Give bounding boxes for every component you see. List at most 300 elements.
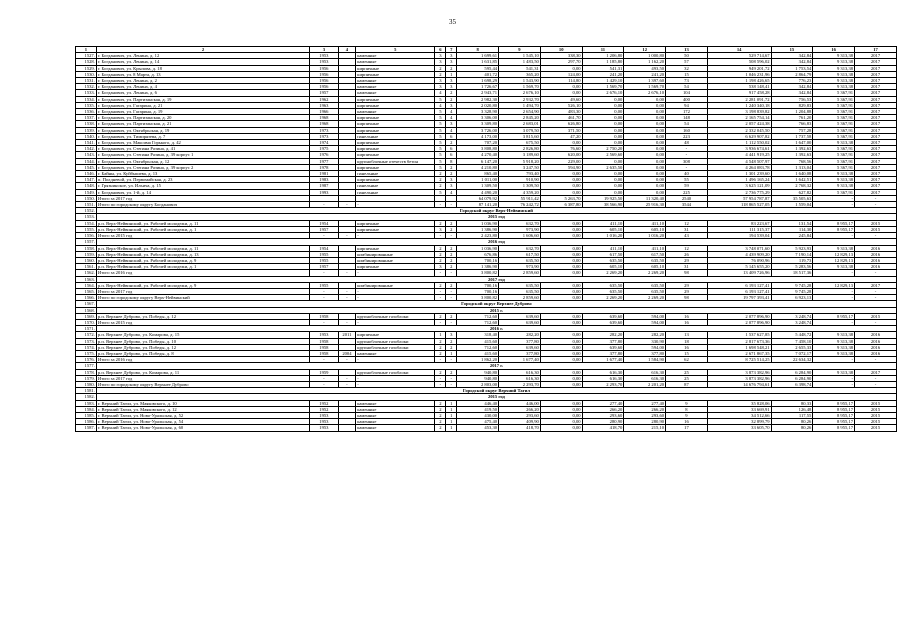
- cell-col-3: 1955: [310, 282, 339, 288]
- cell-col-1: 1532.: [76, 84, 97, 90]
- cell-col-14: 3 625 121,09: [707, 183, 771, 189]
- cell-col-7: 3: [446, 53, 457, 59]
- cell-col-16: 9 313,38: [813, 171, 855, 177]
- cell-col-5: кирпичные: [356, 332, 435, 338]
- cell-col-14: 1 240 340,18: [707, 102, 771, 108]
- cell-col-1: 1540.: [76, 133, 97, 139]
- cell-col-2: г. Верхний Тагил, ул. Ново-Уральская, д. 54: [96, 419, 309, 425]
- cell-col-2: г. Богданович, ул. Крылова, д. 18: [96, 65, 309, 71]
- cell-col-6: 2: [435, 425, 446, 431]
- cell-col-3: 1956: [310, 65, 339, 71]
- cell-col-17: 2017: [855, 133, 897, 139]
- cell-col-12: 0,00: [624, 164, 666, 170]
- cell-col-4: -: [338, 375, 356, 381]
- cell-col-12: 2 676,10: [624, 90, 666, 96]
- cell-col-11: 541,31: [582, 65, 624, 71]
- cell-col-6: 2: [435, 313, 446, 319]
- cell-col-10: 0,00: [540, 264, 582, 270]
- cell-col-16: -: [813, 233, 855, 239]
- cell-col-1: 1578.: [76, 369, 97, 375]
- cell-col-13: -: [666, 152, 708, 158]
- cell-col-3: 1957: [310, 226, 339, 232]
- cell-col-8: 415,60: [457, 338, 499, 344]
- cell-col-15: 342,84: [771, 53, 813, 59]
- cell-col-3: -: [310, 295, 339, 301]
- cell-col-16: 8 955,17: [813, 400, 855, 406]
- cell-col-16: 9 313,38: [813, 71, 855, 77]
- cell-col-2: г. Верхний Тагил, ул. Маяковского, д. 12: [96, 406, 309, 412]
- cell-col-6: 5: [435, 115, 446, 121]
- cell-col-2: р.п. Верх-Нейвинский, ул. Рабочей молодежи, д. 1: [96, 264, 309, 270]
- cell-col-5: кирпичные: [356, 152, 435, 158]
- cell-col-15: 829,83: [771, 102, 813, 108]
- cell-col-16: -: [813, 375, 855, 381]
- cell-col-10: 0,00: [540, 90, 582, 96]
- section-title: 2017 год: [96, 276, 896, 282]
- cell-col-8: 2 982,30: [457, 96, 499, 102]
- cell-col-7: -: [446, 381, 457, 387]
- cell-col-13: 9: [666, 412, 708, 418]
- cell-col-12: 605,10: [624, 226, 666, 232]
- cell-col-12: 594,00: [624, 319, 666, 325]
- cell-col-11: 616,30: [582, 375, 624, 381]
- row-number: 1563.: [76, 276, 97, 282]
- cell-col-6: 2: [435, 338, 446, 344]
- cell-col-3: 1958: [310, 350, 339, 356]
- cell-col-17: -: [855, 195, 897, 201]
- cell-col-11: 277,40: [582, 400, 624, 406]
- cell-col-17: 2017: [855, 121, 897, 127]
- cell-col-6: 5: [435, 140, 446, 146]
- section-title: Городской округ Верхний Тагил: [96, 388, 896, 394]
- cell-col-16: 9 313,38: [813, 369, 855, 375]
- cell-col-14: 194 539,04: [707, 233, 771, 239]
- cell-col-12: 0,00: [624, 133, 666, 139]
- cell-col-9: 2 859,60: [499, 270, 541, 276]
- column-number-11: 11: [582, 47, 624, 53]
- cell-col-5: крупноблочные газоблоки: [356, 313, 435, 319]
- cell-col-9: 3 815,60: [499, 133, 541, 139]
- cell-col-11: 0,00: [582, 102, 624, 108]
- cell-col-15: 1 313,04: [771, 164, 813, 170]
- cell-col-11: 1 677,40: [582, 357, 624, 363]
- cell-col-13: 12: [666, 220, 708, 226]
- cell-col-11: 2 569,60: [582, 152, 624, 158]
- cell-col-16: 9 313,38: [813, 344, 855, 350]
- cell-col-13: 15: [666, 71, 708, 77]
- cell-col-10: 124,00: [540, 71, 582, 77]
- cell-col-17: 2017: [855, 183, 897, 189]
- cell-col-15: 627,82: [771, 189, 813, 195]
- cell-col-6: 5: [435, 158, 446, 164]
- cell-col-5: кирпичные: [356, 264, 435, 270]
- cell-col-9: 1 569,70: [499, 84, 541, 90]
- cell-col-16: 5 367,91: [813, 115, 855, 121]
- cell-col-16: 5 367,91: [813, 109, 855, 115]
- cell-col-3: 1953: [310, 412, 339, 418]
- cell-col-11: 411,10: [582, 220, 624, 226]
- cell-col-15: 7 458,10: [771, 338, 813, 344]
- cell-col-6: -: [435, 357, 446, 363]
- cell-col-6: 3: [435, 53, 446, 59]
- cell-col-7: -: [446, 357, 457, 363]
- cell-col-7: 2: [446, 171, 457, 177]
- cell-col-8: 712,60: [457, 344, 499, 350]
- cell-col-12: 635,50: [624, 282, 666, 288]
- cell-col-11: 241,20: [582, 71, 624, 77]
- cell-col-17: -: [855, 288, 897, 294]
- cell-col-9: 910,90: [499, 177, 541, 183]
- cell-col-2: г. Верхний Тагил, ул. Ново-Уральская, д. 60: [96, 425, 309, 431]
- cell-col-6: 5: [435, 127, 446, 133]
- cell-col-5: кирпичные: [356, 102, 435, 108]
- cell-col-9: 377,80: [499, 338, 541, 344]
- cell-col-16: 8 955,17: [813, 313, 855, 319]
- cell-col-2: р.п. Верх-Нейвинский, ул. Рабочей молодежи, д. 13: [96, 251, 309, 257]
- cell-col-2: г. Богданович, ул. Ленина, д. 2: [96, 78, 309, 84]
- cell-col-12: 635,50: [624, 288, 666, 294]
- cell-col-9: 617,50: [499, 251, 541, 257]
- cell-col-16: 9 313,38: [813, 78, 855, 84]
- cell-col-13: 104: [666, 90, 708, 96]
- cell-col-9: 2 683,01: [499, 121, 541, 127]
- cell-col-8: 700,16: [457, 288, 499, 294]
- cell-col-5: кирпичные: [356, 115, 435, 121]
- cell-col-3: 1983: [310, 177, 339, 183]
- column-number-13: 13: [666, 47, 708, 53]
- cell-col-13: 62: [666, 357, 708, 363]
- cell-col-13: 98: [666, 295, 708, 301]
- cell-col-9: 2 845,20: [499, 115, 541, 121]
- cell-col-17: 2016: [855, 344, 897, 350]
- cell-col-16: 9 313,38: [813, 332, 855, 338]
- cell-col-1: 1539.: [76, 127, 97, 133]
- cell-col-12: 1 397,60: [624, 78, 666, 84]
- cell-col-14: 2 165 754,14: [707, 115, 771, 121]
- cell-col-7: 4: [446, 189, 457, 195]
- cell-col-1: 1586.: [76, 419, 97, 425]
- cell-col-6: 5: [435, 164, 446, 170]
- cell-col-7: 2: [446, 96, 457, 102]
- cell-col-17: 2017: [855, 282, 897, 288]
- cell-col-13: 25: [666, 375, 708, 381]
- cell-col-15: 22 634,32: [771, 357, 813, 363]
- cell-col-3: 1952: [310, 400, 339, 406]
- cell-col-1: 1528.: [76, 59, 97, 65]
- cell-col-9: 793,40: [499, 171, 541, 177]
- cell-col-2: г. Богданович, ул. Тимирязева, д. 7: [96, 133, 309, 139]
- cell-col-15: 5 448,72: [771, 332, 813, 338]
- cell-col-13: 9: [666, 400, 708, 406]
- cell-col-3: 1957: [310, 264, 339, 270]
- cell-col-12: 0,00: [624, 177, 666, 183]
- cell-col-8: 676,86: [457, 251, 499, 257]
- cell-col-8: 6 147,20: [457, 158, 499, 164]
- cell-col-8: 3 328,90: [457, 109, 499, 115]
- cell-col-10: 526,10: [540, 102, 582, 108]
- cell-col-9: 2 654,90: [499, 109, 541, 115]
- cell-col-16: 8 955,17: [813, 425, 855, 431]
- cell-col-1: 1538.: [76, 121, 97, 127]
- cell-col-6: -: [435, 375, 446, 381]
- cell-col-16: 8 955,17: [813, 412, 855, 418]
- cell-col-2: г. Богданович, ул. Максима Горького, д. 42: [96, 140, 309, 146]
- cell-col-10: 0,00: [540, 350, 582, 356]
- cell-col-15: 126,48: [771, 406, 813, 412]
- row-number: 1582.: [76, 394, 97, 400]
- cell-col-15: 119,73: [771, 257, 813, 263]
- cell-col-10: 626,80: [540, 121, 582, 127]
- cell-col-7: 2: [446, 65, 457, 71]
- cell-col-17: 2015: [855, 313, 897, 319]
- cell-col-16: 9 313,38: [813, 350, 855, 356]
- row-number: 1557.: [76, 239, 97, 245]
- cell-col-2: г. Богданович, ул. Партизанская, д. 20: [96, 115, 309, 121]
- cell-col-2: Итого по городскому округу Богданович: [96, 202, 309, 208]
- cell-col-14: 2 077 896,90: [707, 319, 771, 325]
- cell-col-8: 3 309,80: [457, 121, 499, 127]
- cell-col-13: 16: [666, 344, 708, 350]
- cell-col-3: 1981: [310, 171, 339, 177]
- cell-col-13: 31: [666, 226, 708, 232]
- cell-col-16: 12 829,13: [813, 257, 855, 263]
- cell-col-6: 5: [435, 189, 446, 195]
- cell-col-12: 0,00: [624, 121, 666, 127]
- cell-col-5: каменные: [356, 53, 435, 59]
- cell-col-2: г. Богданович, ул. Октябрьская, д. 12: [96, 158, 309, 164]
- cell-col-3: 1963: [310, 102, 339, 108]
- cell-col-3: 1955: [310, 257, 339, 263]
- cell-col-5: каменные: [356, 412, 435, 418]
- cell-col-2: п. Полдневой, ул. Первомайская, д. 23: [96, 177, 309, 183]
- section-title: 2017 г.: [96, 363, 896, 369]
- cell-col-11: 0,00: [582, 189, 624, 195]
- page-number: 35: [449, 18, 456, 26]
- cell-col-11: 0,00: [582, 115, 624, 121]
- cell-col-10: 0,00: [540, 381, 582, 387]
- cell-col-16: -: [813, 295, 855, 301]
- cell-col-14: 1 046 231,96: [707, 71, 771, 77]
- cell-col-6: 2: [435, 65, 446, 71]
- cell-col-1: 1569.: [76, 313, 97, 319]
- cell-col-15: 9 745,28: [771, 282, 813, 288]
- cell-col-2: р.п. Верхнее Дуброво, ул. Победы, д. 12: [96, 313, 309, 319]
- cell-col-10: 0,00: [540, 140, 582, 146]
- cell-col-8: 3 306,00: [457, 115, 499, 121]
- cell-col-6: 2: [435, 344, 446, 350]
- cell-col-11: 635,50: [582, 257, 624, 263]
- cell-col-17: 2017: [855, 115, 897, 121]
- cell-col-5: кирпичные: [356, 164, 435, 170]
- cell-col-17: 2016: [855, 338, 897, 344]
- cell-col-8: 1 631,85: [457, 59, 499, 65]
- cell-col-5: каменные: [356, 400, 435, 406]
- cell-col-1: 1573.: [76, 338, 97, 344]
- cell-col-13: 50: [666, 53, 708, 59]
- cell-col-2: г. Верхний Тагил, ул. Ново-Уральская, д. 52: [96, 412, 309, 418]
- cell-col-11: 280,90: [582, 419, 624, 425]
- row-number: 1553.: [76, 214, 97, 220]
- cell-col-15: 776,23: [771, 78, 813, 84]
- cell-col-9: 2 932,70: [499, 96, 541, 102]
- cell-col-16: 9 313,38: [813, 338, 855, 344]
- cell-col-2: г. Богданович, ул. Ленина, д. 6: [96, 90, 309, 96]
- cell-col-10: 0,00: [540, 233, 582, 239]
- cell-col-2: р.п. Верх-Нейвинский, ул. Рабочей молодежи, д. 9: [96, 257, 309, 263]
- cell-col-14: 1 301 239,60: [707, 171, 771, 177]
- cell-col-12: 605,10: [624, 264, 666, 270]
- cell-col-16: 5 367,91: [813, 164, 855, 170]
- cell-col-12: 616,30: [624, 375, 666, 381]
- cell-col-5: каменные: [356, 84, 435, 90]
- cell-col-10: 0,00: [540, 226, 582, 232]
- cell-col-11: 2 750,20: [582, 146, 624, 152]
- cell-col-15: 761,20: [771, 115, 813, 121]
- cell-col-12: 282,20: [624, 332, 666, 338]
- cell-col-13: 13: [666, 332, 708, 338]
- cell-col-14: 6 193 127,41: [707, 282, 771, 288]
- cell-col-16: -: [813, 381, 855, 387]
- cell-col-9: 1 545,10: [499, 53, 541, 59]
- cell-col-9: 639,60: [499, 313, 541, 319]
- cell-col-5: каменные: [356, 350, 435, 356]
- cell-col-15: 756,53: [771, 96, 813, 102]
- cell-col-15: 5 283,56: [771, 264, 813, 270]
- cell-col-9: 3 079,50: [499, 127, 541, 133]
- cell-col-9: 616,30: [499, 375, 541, 381]
- cell-col-8: 4 210,80: [457, 164, 499, 170]
- cell-col-12: 0,00: [624, 152, 666, 158]
- cell-col-6: -: [435, 270, 446, 276]
- cell-col-6: 2: [435, 177, 446, 183]
- cell-col-11: 0,00: [582, 127, 624, 133]
- cell-col-6: 5: [435, 146, 446, 152]
- cell-col-2: р.п. Верх-Нейвинский, ул. Рабочей молодежи, д. 11: [96, 245, 309, 251]
- cell-col-5: комбинированные: [356, 251, 435, 257]
- cell-col-11: 1 569,70: [582, 84, 624, 90]
- cell-col-7: 1: [446, 350, 457, 356]
- cell-col-5: каменные: [356, 90, 435, 96]
- cell-col-17: 2017: [855, 102, 897, 108]
- cell-col-13: 15: [666, 350, 708, 356]
- cell-col-14: 3 198 839,82: [707, 109, 771, 115]
- cell-col-16: 12 829,13: [813, 282, 855, 288]
- column-number-15: 15: [771, 47, 813, 53]
- cell-col-2: р.п. Верх-Нейвинский, ул. Рабочей молодежи, д. 1: [96, 226, 309, 232]
- cell-col-7: 1: [446, 412, 457, 418]
- cell-col-16: 5 367,91: [813, 90, 855, 96]
- cell-col-8: 4 173,00: [457, 133, 499, 139]
- cell-col-2: г. Богданович, ул. Степана Разина, д. 39 корпус 1: [96, 152, 309, 158]
- cell-col-3: 1993: [310, 189, 339, 195]
- cell-col-8: 2 423,80: [457, 233, 499, 239]
- cell-col-15: 1 204,88: [771, 109, 813, 115]
- cell-col-6: 4: [435, 102, 446, 108]
- cell-col-3: 1956: [310, 71, 339, 77]
- cell-col-9: 639,60: [499, 319, 541, 325]
- section-title: Городской округ Верх-Нейвинский: [96, 208, 896, 214]
- cell-col-5: -: [356, 202, 435, 208]
- row-number: 1552.: [76, 208, 97, 214]
- cell-col-13: 98: [666, 270, 708, 276]
- cell-col-5: -: [356, 375, 435, 381]
- cell-col-2: р.п. Верхнее Дуброво, ул. Победы, д. 10: [96, 338, 309, 344]
- cell-col-15: 6 284,90: [771, 369, 813, 375]
- cell-col-10: 0,00: [540, 251, 582, 257]
- cell-col-15: 117,55: [771, 412, 813, 418]
- cell-col-9: 418,70: [499, 425, 541, 431]
- cell-col-13: 54: [666, 84, 708, 90]
- cell-col-7: 1: [446, 71, 457, 77]
- cell-col-8: 3 808,80: [457, 146, 499, 152]
- cell-col-9: 2 826,80: [499, 146, 541, 152]
- cell-col-10: 0,00: [540, 406, 582, 412]
- cell-col-2: Итого за 2016 год: [96, 270, 309, 276]
- cell-col-6: -: [435, 202, 446, 208]
- cell-col-8: 2 803,00: [457, 381, 499, 387]
- cell-col-9: 377,80: [499, 350, 541, 356]
- cell-col-14: 2 736 775,29: [707, 189, 771, 195]
- cell-col-11: 266,20: [582, 406, 624, 412]
- cell-col-15: 5 923,93: [771, 245, 813, 251]
- cell-col-7: 3: [446, 177, 457, 183]
- cell-col-8: 453,30: [457, 425, 499, 431]
- cell-col-14: 1 698 548,21: [707, 344, 771, 350]
- cell-col-14: 118 865 527,05: [707, 202, 771, 208]
- cell-col-16: 5 367,91: [813, 152, 855, 158]
- cell-col-14: 4 439 909,20: [707, 251, 771, 257]
- cell-col-4: -: [338, 233, 356, 239]
- cell-col-17: 2015: [855, 226, 897, 232]
- cell-col-9: 293,60: [499, 412, 541, 418]
- cell-col-7: 2: [446, 164, 457, 170]
- cell-col-10: 229,00: [540, 158, 582, 164]
- row-number: 1577.: [76, 363, 97, 369]
- cell-col-1: 1543.: [76, 152, 97, 158]
- cell-col-11: 1 429,10: [582, 78, 624, 84]
- cell-col-1: 1574.: [76, 344, 97, 350]
- cell-col-12: 0,00: [624, 102, 666, 108]
- cell-col-11: 377,80: [582, 338, 624, 344]
- cell-col-10: 0,00: [540, 177, 582, 183]
- cell-col-2: Итого за 2017 год: [96, 195, 309, 201]
- cell-col-2: Итого за 2017 год: [96, 375, 309, 381]
- cell-col-1: 1584.: [76, 406, 97, 412]
- cell-col-3: 1973: [310, 127, 339, 133]
- cell-col-12: 1 162,20: [624, 59, 666, 65]
- cell-col-6: 3: [435, 264, 446, 270]
- cell-col-13: 73: [666, 78, 708, 84]
- cell-col-9: 1 309,50: [499, 183, 541, 189]
- cell-col-16: 9 313,38: [813, 65, 855, 71]
- cell-col-9: 5 918,20: [499, 158, 541, 164]
- cell-col-1: 1558.: [76, 245, 97, 251]
- cell-col-13: 40: [666, 171, 708, 177]
- column-number-2: 2: [96, 47, 309, 53]
- cell-col-12: 330,90: [624, 338, 666, 344]
- cell-col-11: 0,00: [582, 177, 624, 183]
- cell-col-11: 1 185,80: [582, 59, 624, 65]
- cell-col-15: 1 647,00: [771, 140, 813, 146]
- cell-col-16: -: [813, 319, 855, 325]
- cell-col-2: г. Богданович, ул. 1-й, д. 14: [96, 189, 309, 195]
- cell-col-6: -: [435, 233, 446, 239]
- cell-col-2: г. Богданович, ул. Степана Разина, д. 41: [96, 146, 309, 152]
- cell-col-11: 0,00: [582, 121, 624, 127]
- cell-col-10: 0,00: [540, 375, 582, 381]
- cell-col-1: 1533.: [76, 90, 97, 96]
- cell-col-16: 9 313,38: [813, 264, 855, 270]
